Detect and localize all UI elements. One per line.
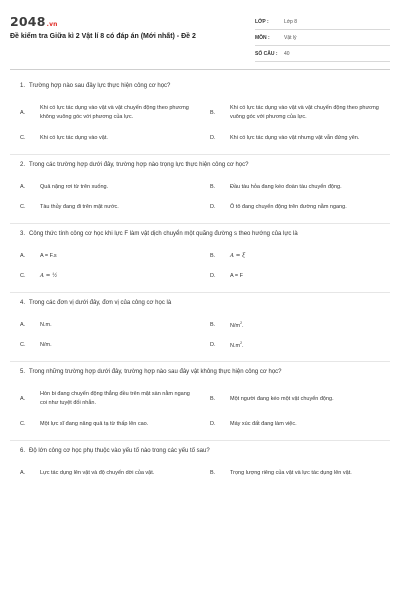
option-text: Một lực sĩ đang nâng quả tạ từ thấp lên cao. <box>40 420 149 427</box>
meta-row-subject <box>255 30 390 46</box>
option-text: $N/m^2$. <box>230 321 244 329</box>
option-b[interactable] <box>200 246 390 266</box>
question-header <box>10 299 390 308</box>
question-5 <box>10 362 390 441</box>
question-text: Trong các đơn vị dưới đây, đơn vị của công cơ học là <box>29 300 172 306</box>
question-number: 4. <box>20 300 26 306</box>
option-letter: B. <box>210 395 216 402</box>
option-d[interactable] <box>200 197 390 217</box>
option-text: Ô tô đang chuyển động trên đường nằm ngang. <box>230 203 347 210</box>
question-text: Công thức tính công cơ học khi lực F làm vật dịch chuyển một quãng đường s theo hướng của lực là <box>29 231 298 237</box>
question-header <box>10 447 390 456</box>
meta-value: Vật lý <box>284 34 297 41</box>
option-b[interactable] <box>200 463 390 483</box>
option-letter: C. <box>20 272 26 279</box>
option-letter: A. <box>20 109 26 116</box>
question-number: 6. <box>20 448 26 454</box>
option-b[interactable] <box>200 315 390 335</box>
option-letter: B. <box>210 469 216 476</box>
meta-label: MÔN : <box>255 34 270 41</box>
unit-exponent: 2 <box>240 341 243 346</box>
question-4 <box>10 293 390 362</box>
meta-label: SỐ CÂU : <box>255 50 278 57</box>
unit-exponent: 2 <box>240 321 243 326</box>
option-letter: C. <box>20 203 26 210</box>
option-letter: B. <box>210 252 216 259</box>
option-letter: C. <box>20 134 26 141</box>
option-c[interactable] <box>10 266 200 286</box>
question-2 <box>10 155 390 224</box>
option-letter: A. <box>20 469 26 476</box>
option-c[interactable] <box>10 414 200 434</box>
option-letter: D. <box>210 341 216 348</box>
option-letter: A. <box>20 321 26 328</box>
option-letter: C. <box>20 341 26 348</box>
option-letter: C. <box>20 420 26 427</box>
unit-text: N/m <box>230 322 241 329</box>
question-number: 1. <box>20 83 26 89</box>
option-d[interactable] <box>200 335 390 355</box>
options-grid <box>10 177 390 217</box>
option-letter: A. <box>20 183 26 190</box>
option-text: Khi có lực tác dụng vào vật. <box>40 134 108 141</box>
options-grid <box>10 315 390 355</box>
option-letter: B. <box>210 183 216 190</box>
question-3 <box>10 224 390 293</box>
option-a[interactable] <box>10 315 200 335</box>
option-letter: D. <box>210 420 216 427</box>
option-d[interactable] <box>200 414 390 434</box>
question-text: Trường hợp nào sau đây lực thực hiện công cơ học? <box>29 83 171 89</box>
option-letter: D. <box>210 272 216 279</box>
option-letter: A. <box>20 395 26 402</box>
options-grid <box>10 384 390 434</box>
option-letter: B. <box>210 109 216 116</box>
option-a[interactable] <box>10 98 200 128</box>
header-divider <box>10 69 390 70</box>
question-header <box>10 161 390 170</box>
question-header <box>10 82 390 91</box>
option-text: Khi có lực tác dụng vào vật và vật chuyển động theo phương vuông góc với phương của lực. <box>230 105 379 120</box>
logo-text: 2048 <box>10 14 46 29</box>
question-number: 2. <box>20 162 26 168</box>
meta-row-count <box>255 46 390 62</box>
option-a[interactable] <box>10 384 200 414</box>
page-header <box>0 0 400 66</box>
options-grid <box>10 98 390 148</box>
meta-label: LỚP : <box>255 18 269 25</box>
option-letter: A. <box>20 252 26 259</box>
option-c[interactable] <box>10 197 200 217</box>
option-text: A = ½ <box>40 272 58 279</box>
option-text: $N.m^2$. <box>230 341 244 349</box>
meta-row-class <box>255 14 390 30</box>
option-text <box>30 341 200 350</box>
option-text: Trọng lượng riêng của vật và lực tác dụng lên vật. <box>230 469 352 476</box>
meta-value: 40 <box>284 50 290 57</box>
option-text: A = ξ <box>230 252 246 259</box>
option-c[interactable] <box>10 128 200 148</box>
option-letter: D. <box>210 134 216 141</box>
options-grid <box>10 246 390 286</box>
option-text: Khi có lực tác dụng vào vật và vật chuyển động theo phương không vuông góc với phương của lực. <box>40 105 189 120</box>
question-1 <box>10 76 390 155</box>
question-number: 5. <box>20 369 26 375</box>
unit-text: N.m <box>230 342 241 349</box>
option-b[interactable] <box>200 177 390 197</box>
option-text: Một người đang kéo một vật chuyển động. <box>230 395 334 402</box>
option-text: Đầu tàu hỏa đang kéo đoàn tàu chuyển động. <box>230 183 342 190</box>
meta-value: Lớp 8 <box>284 18 298 25</box>
option-text: A = F.s <box>40 252 57 259</box>
option-text: Quả nặng rơi từ trên xuống. <box>40 183 109 190</box>
option-text: Lực tác dụng lên vật và độ chuyển dời của vật. <box>40 469 155 476</box>
option-text: Tàu thủy đang đi trên mặt nước. <box>40 203 119 210</box>
option-letter: B. <box>210 321 216 328</box>
site-logo[interactable] <box>10 14 58 29</box>
question-number: 3. <box>20 231 26 237</box>
option-b[interactable] <box>200 384 390 414</box>
options-grid <box>10 463 390 483</box>
option-letter: D. <box>210 203 216 210</box>
unit-text: N.m. <box>40 321 52 328</box>
option-c[interactable] <box>10 335 200 355</box>
logo-suffix: .vn <box>46 21 58 28</box>
option-text: Khi có lực tác dụng vào vật nhưng vật vẫn đứng yên. <box>230 134 360 141</box>
option-a[interactable] <box>10 246 200 266</box>
question-header <box>10 230 390 239</box>
option-text: Hòn bi đang chuyển động thẳng đều trên mặt sàn nằm ngang coi như tuyệt đối nhẵn. <box>40 391 190 406</box>
exam-meta <box>255 14 390 62</box>
option-text <box>30 321 200 330</box>
option-d[interactable] <box>200 128 390 148</box>
option-text: Máy xúc đất đang làm việc. <box>230 420 297 427</box>
question-text: Trong các trường hợp dưới đây, trường hợp nào trọng lực thực hiện công cơ học? <box>29 162 249 168</box>
document-title: Đề kiểm tra Giữa kì 2 Vật lí 8 có đáp án (Mới nhất) - Đề 2 <box>10 33 196 40</box>
option-d[interactable] <box>200 266 390 286</box>
question-header <box>10 368 390 377</box>
question-text: Độ lớn công cơ học phụ thuộc vào yếu tố nào trong các yếu tố sau? <box>29 448 210 454</box>
question-text: Trong những trường hợp dưới đây, trường hợp nào sau đây vật không thực hiện công cơ học? <box>29 369 282 375</box>
option-a[interactable] <box>10 177 200 197</box>
question-list <box>0 76 400 489</box>
option-a[interactable] <box>10 463 200 483</box>
question-6 <box>10 441 390 489</box>
option-b[interactable] <box>200 98 390 128</box>
unit-text: N/m. <box>40 341 52 348</box>
option-text: A = F <box>230 272 243 279</box>
